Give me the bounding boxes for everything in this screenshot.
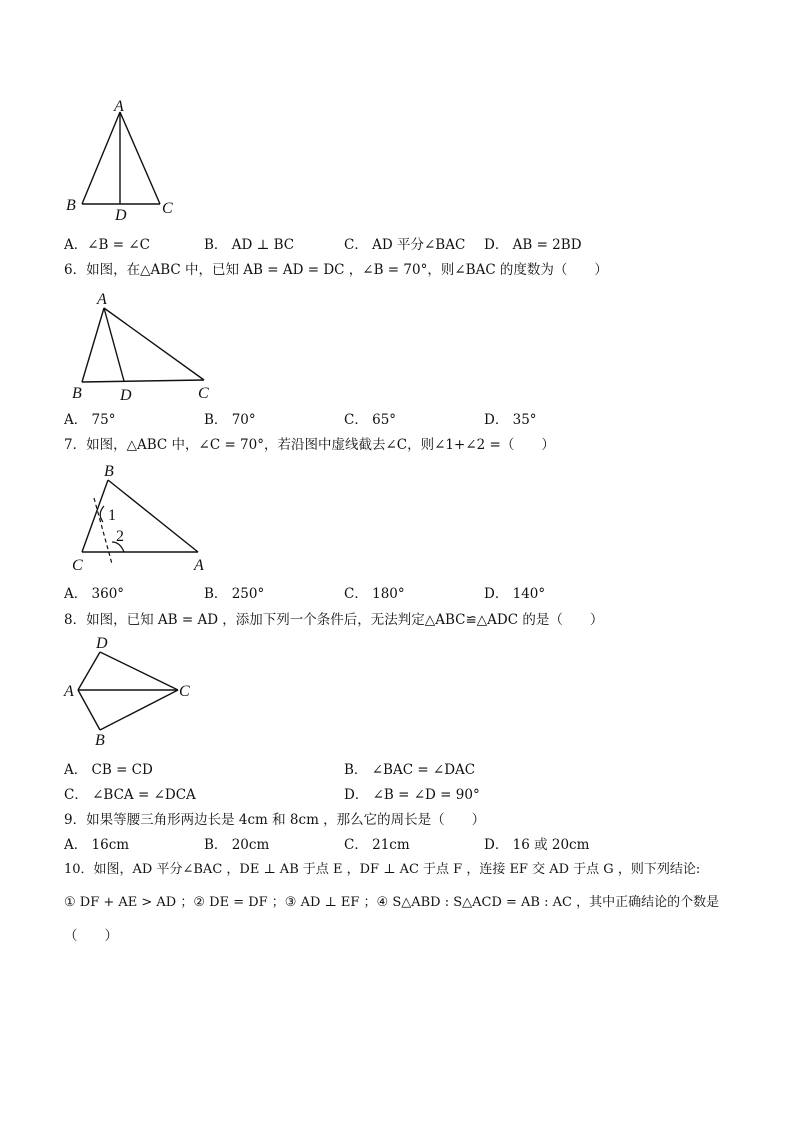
q5-option-a[interactable]: A．∠B = ∠C: [64, 237, 151, 253]
q5-label-b: B: [66, 197, 76, 214]
q7-label-c: C: [72, 557, 83, 574]
q8-label-c: C: [179, 683, 190, 700]
q10-stem: 10．如图，AD 平分∠BAC ，DE ⊥ AB 于点 E ，DF ⊥ AC 于点 F ，连接 EF 交 AD 于点 G ，则下列结论:: [64, 862, 701, 877]
q5-figure: [60, 96, 190, 226]
q8-label-a: A: [64, 683, 74, 700]
q7-label-angle-1: 1: [108, 507, 116, 524]
q8-label-b: B: [95, 732, 105, 749]
q7-option-a[interactable]: A． 360°: [64, 586, 125, 602]
q6-option-b[interactable]: B． 70°: [204, 412, 256, 428]
q9-option-c[interactable]: C． 21cm: [344, 837, 410, 853]
q7-label-angle-2: 2: [116, 528, 124, 545]
q8-option-b[interactable]: B． ∠BAC = ∠DAC: [344, 762, 476, 778]
q5-option-d[interactable]: D． AB = 2BD: [484, 237, 582, 253]
q8-stem: 8．如图，已知 AB = AD ，添加下列一个条件后，无法判定△ABC≌△ADC 的是（ ）: [64, 612, 604, 628]
q6-option-c[interactable]: C． 65°: [344, 412, 397, 428]
q8-label-d: D: [96, 635, 108, 652]
q8-option-c[interactable]: C． ∠BCA = ∠DCA: [64, 787, 196, 803]
q6-label-d: D: [120, 387, 132, 404]
q8-option-a[interactable]: A． CB = CD: [64, 762, 153, 778]
q10-conclusions: ① DF + AE > AD ；② DE = DF ；③ AD ⊥ EF ；④ S△ABD : S△ACD = AB : AC ，其中正确结论的个数是: [64, 895, 720, 910]
q5-label-a: A: [114, 98, 124, 115]
q8-figure: [62, 634, 212, 754]
q6-option-d[interactable]: D． 35°: [484, 412, 537, 428]
q5-option-b[interactable]: B． AD ⊥ BC: [204, 237, 295, 253]
q9-option-d[interactable]: D． 16 或 20cm: [484, 837, 590, 853]
q6-label-b: B: [72, 385, 82, 402]
q7-option-d[interactable]: D． 140°: [484, 586, 546, 602]
q5-label-d: D: [115, 207, 127, 224]
q6-figure: [64, 284, 224, 404]
q10-answer-bracket: （ ）: [64, 928, 118, 944]
q9-option-a[interactable]: A． 16cm: [64, 837, 130, 853]
q5-option-c[interactable]: C． AD 平分∠BAC: [344, 237, 466, 253]
q7-figure: [64, 460, 214, 576]
q7-option-c[interactable]: C． 180°: [344, 586, 405, 602]
q5-label-c: C: [162, 200, 173, 217]
q6-label-a: A: [97, 291, 107, 308]
q9-option-b[interactable]: B． 20cm: [204, 837, 270, 853]
q7-label-a: A: [194, 557, 204, 574]
q9-stem: 9．如果等腰三角形两边长是 4cm 和 8cm ，那么它的周长是（ ）: [64, 812, 486, 828]
q7-option-b[interactable]: B． 250°: [204, 586, 265, 602]
q6-option-a[interactable]: A． 75°: [64, 412, 116, 428]
q6-stem: 6．如图，在△ABC 中，已知 AB = AD = DC ，∠B = 70°，则∠BAC 的度数为（ ）: [64, 262, 608, 278]
q8-option-d[interactable]: D． ∠B = ∠D = 90°: [344, 787, 480, 803]
q7-label-b: B: [104, 463, 114, 480]
q6-label-c: C: [198, 385, 209, 402]
q7-stem: 7．如图，△ABC 中，∠C = 70°，若沿图中虚线截去∠C，则∠1+∠2 =（ ）: [64, 437, 555, 453]
